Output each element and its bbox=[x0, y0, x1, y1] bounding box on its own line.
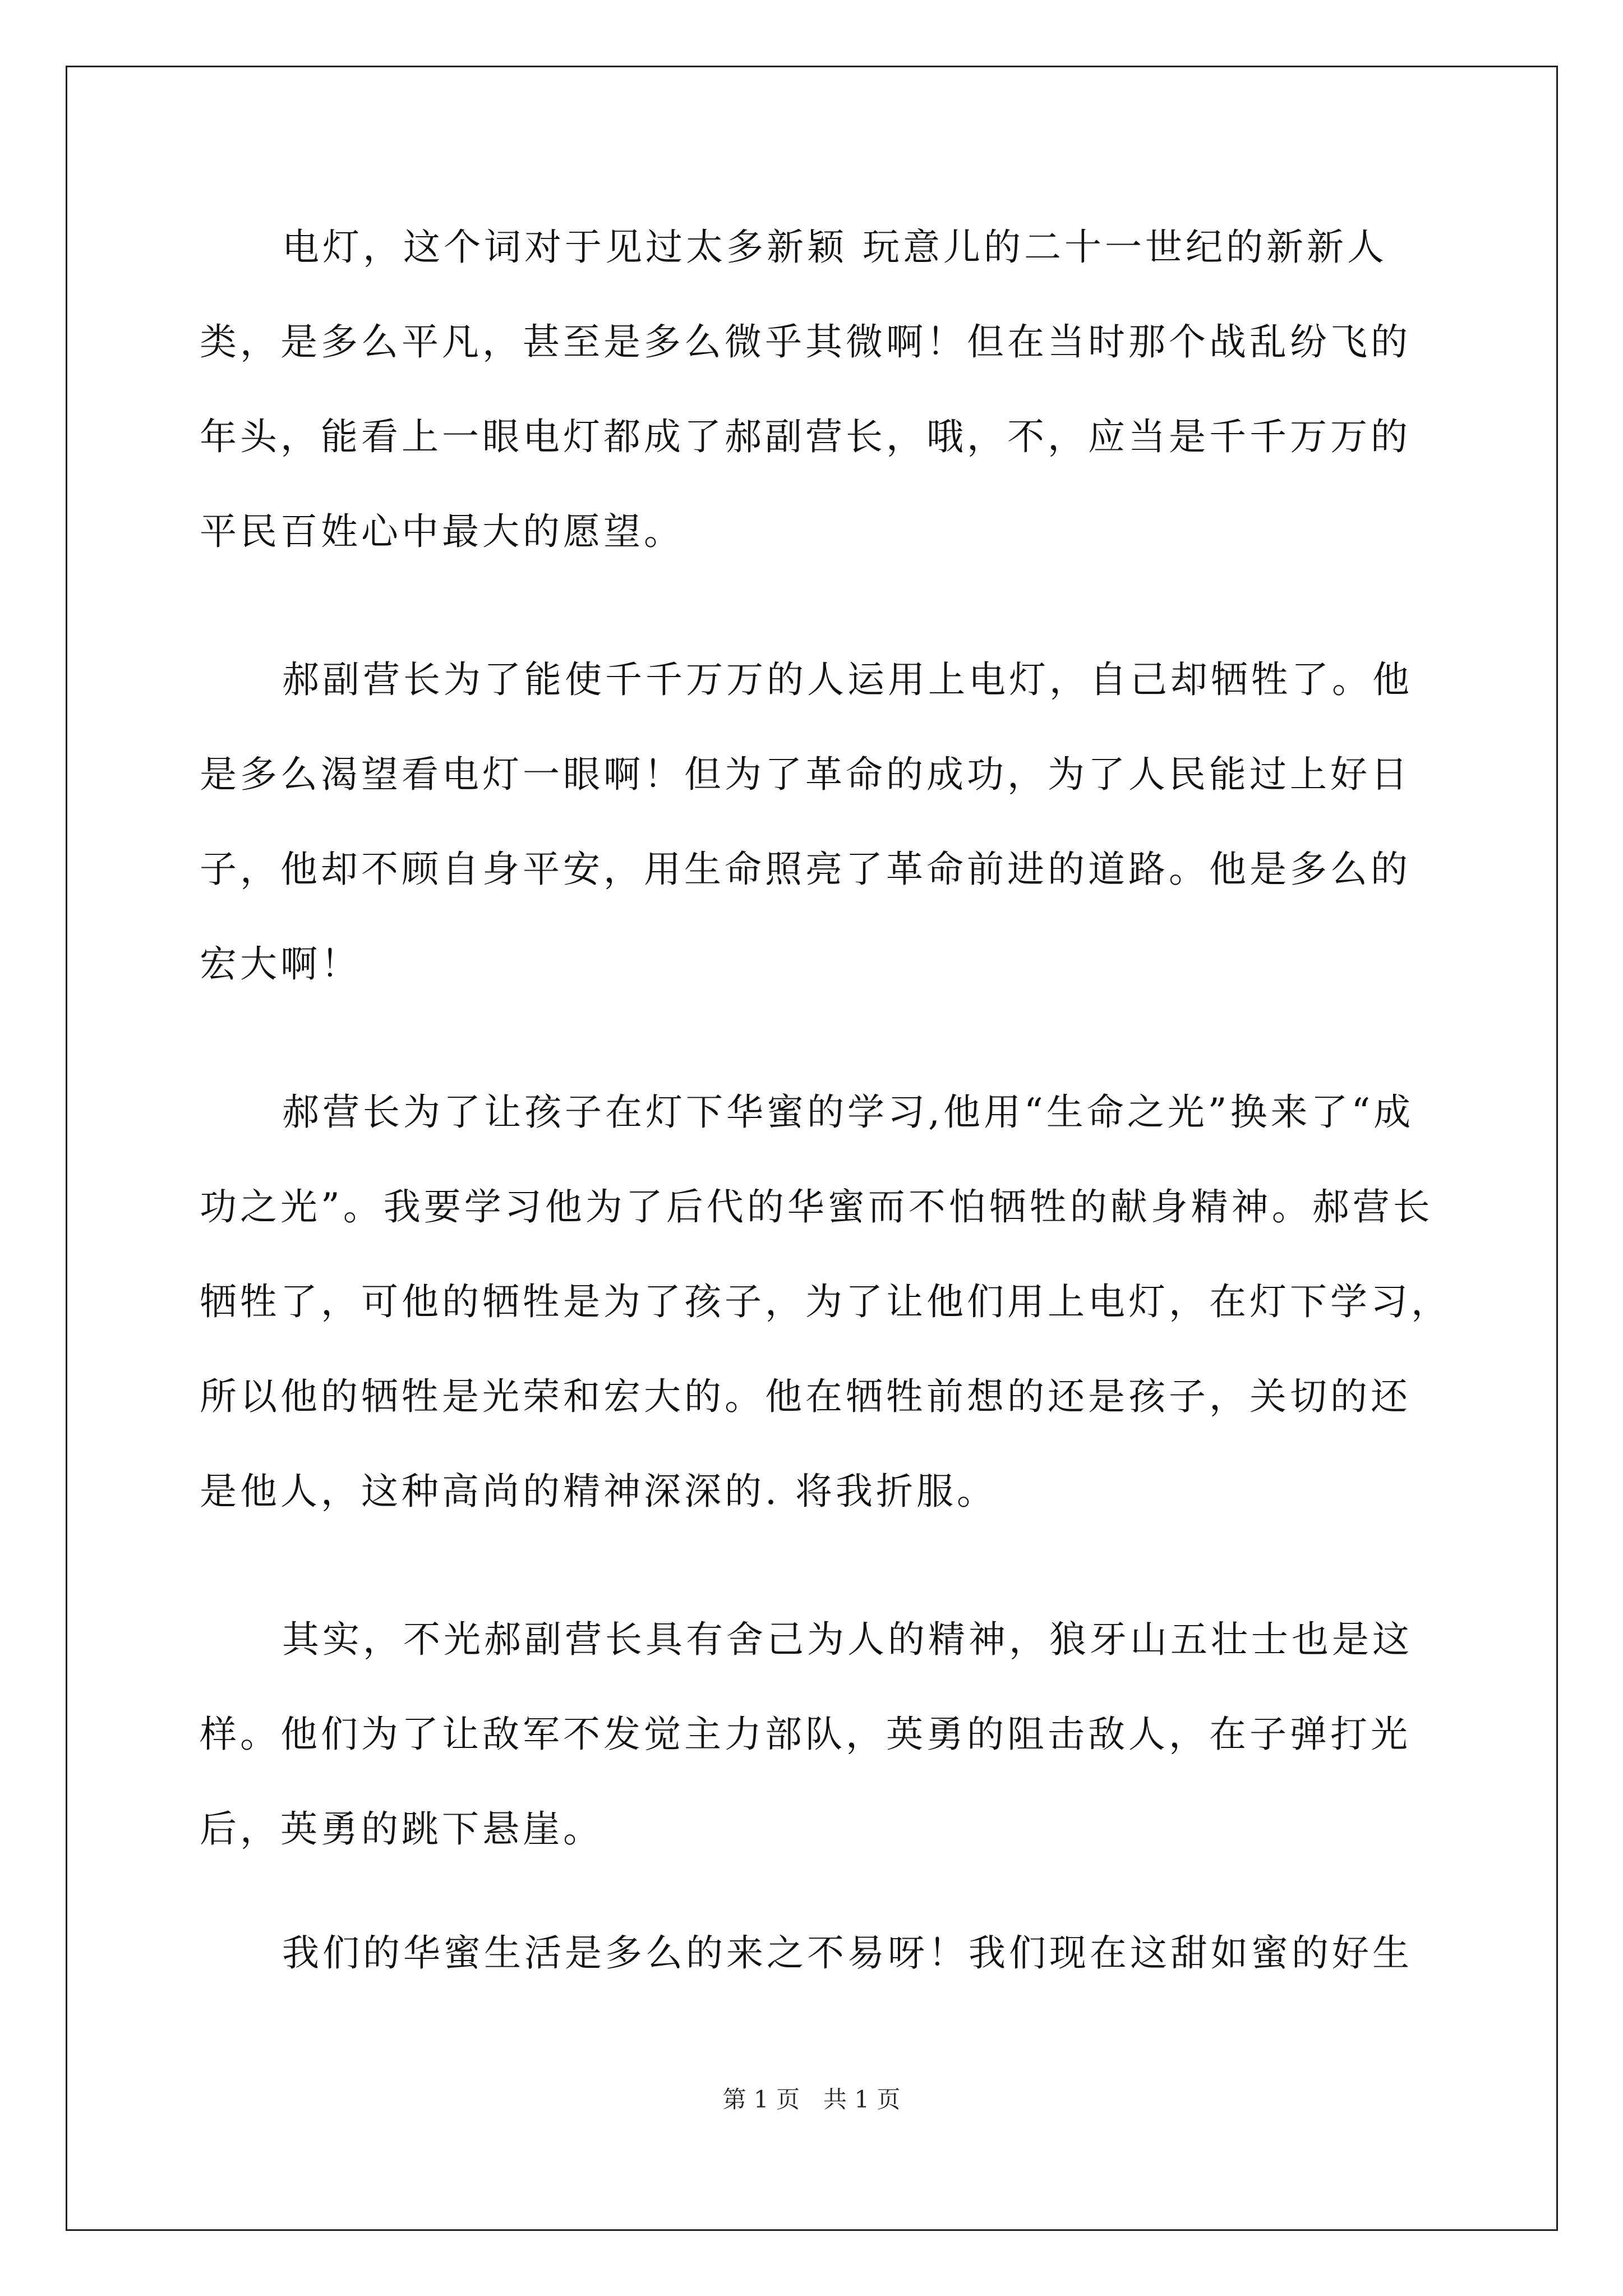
paragraph-3-line-2: 功之光”。我要学习他为了后代的华蜜而不怕牺牲的献身精神。郝营长 bbox=[200, 1185, 1433, 1228]
paragraph-1-line-2: 类，是多么平凡，甚至是多么微乎其微啊！但在当时那个战乱纷飞的 bbox=[200, 320, 1411, 364]
paragraph-2-line-2: 是多么渴望看电灯一眼啊！但为了革命的成功，为了人民能过上好日 bbox=[200, 753, 1411, 796]
paragraph-4-line-2: 样。他们为了让敌军不发觉主力部队，英勇的阻击敌人，在子弹打光 bbox=[200, 1713, 1411, 1756]
paragraph-3-line-3: 牺牲了，可他的牺牲是为了孩子，为了让他们用上电灯，在灯下学习， bbox=[200, 1280, 1451, 1323]
paragraph-3-line-4: 所以他的牺牲是光荣和宏大的。他在牺牲前想的还是孩子，关切的还 bbox=[200, 1375, 1411, 1418]
paragraph-1-line-1: 电灯，这个词对于见过太多新颖 玩意儿的二十一世纪的新新人 bbox=[282, 226, 1387, 269]
paragraph-2-line-4: 宏大啊！ bbox=[200, 942, 361, 986]
paragraph-1-line-3: 年头，能看上一眼电灯都成了郝副营长，哦，不，应当是千千万万的 bbox=[200, 415, 1411, 458]
paragraph-2-line-3: 子，他却不顾自身平安，用生命照亮了革命前进的道路。他是多么的 bbox=[200, 848, 1411, 891]
paragraph-4-line-1: 其实，不光郝副营长具有舍己为人的精神，狼牙山五壮士也是这 bbox=[282, 1618, 1413, 1661]
page-number-footer: 第 1 页 共 1 页 bbox=[722, 2086, 901, 2113]
paragraph-1-line-4: 平民百姓心中最大的愿望。 bbox=[200, 510, 684, 553]
paragraph-2-line-1: 郝副营长为了能使千千万万的人运用上电灯，自己却牺牲了。他 bbox=[282, 658, 1413, 701]
paragraph-4-line-3: 后，英勇的跳下悬崖。 bbox=[200, 1807, 603, 1851]
paragraph-3-line-5: 是他人，这种高尚的精神深深的. 将我折服。 bbox=[200, 1470, 997, 1513]
paragraph-5-line-1: 我们的华蜜生活是多么的来之不易呀！我们现在这甜如蜜的好生 bbox=[282, 1931, 1413, 1975]
paragraph-3-line-1: 郝营长为了让孩子在灯下华蜜的学习,他用“生命之光”换来了“成 bbox=[282, 1091, 1414, 1134]
